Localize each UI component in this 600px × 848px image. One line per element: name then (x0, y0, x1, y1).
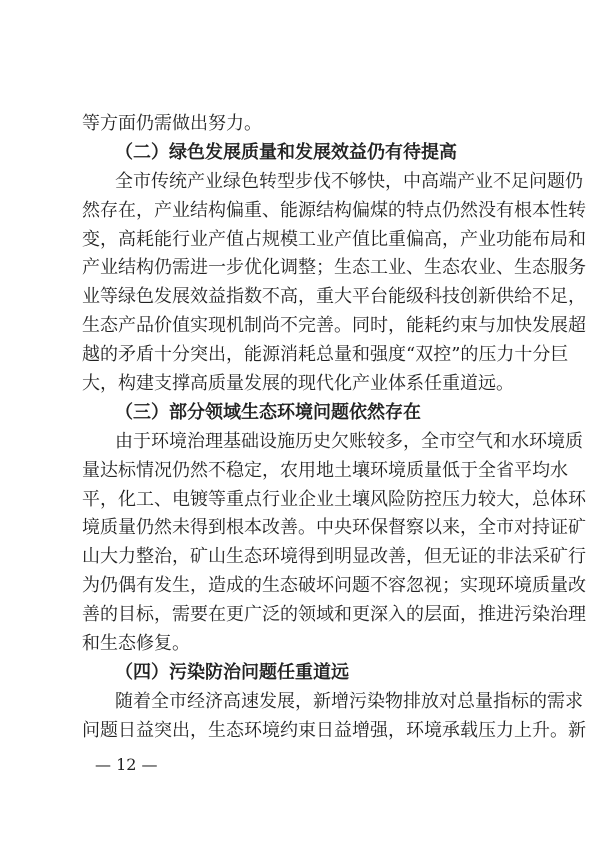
page-number: — 12 — (95, 755, 158, 774)
paragraph-line: 山大力整治，矿山生态环境得到明显改善，但无证的非法采矿行 (82, 546, 586, 568)
paragraph-line: 生态产品价值实现机制尚不完善。同时，能耗约束与加快发展超 (82, 315, 586, 337)
paragraph-line: 业等绿色发展效益指数不高，重大平台能级科技创新供给不足， (82, 286, 586, 308)
paragraph-line: 境质量仍然未得到根本改善。中央环保督察以来，全市对持证矿 (82, 517, 586, 539)
paragraph-line: 大，构建支撑高质量发展的现代化产业体系任重道远。 (82, 373, 514, 395)
paragraph-line: 善的目标，需要在更广泛的领域和更深入的层面，推进污染治理 (82, 604, 586, 626)
section-heading-3: （三）部分领域生态环境问题依然存在 (115, 401, 421, 423)
paragraph-line: 变，高耗能行业产值占规模工业产值比重偏高，产业功能布局和 (82, 228, 586, 250)
paragraph-line: 由于环境治理基础设施历史欠账较多，全市空气和水环境质 (115, 430, 583, 452)
paragraph-line: 为仍偶有发生，造成的生态破坏问题不容忽视；实现环境质量改 (82, 575, 586, 597)
paragraph-line: 全市传统产业绿色转型步伐不够快，中高端产业不足问题仍 (115, 170, 583, 192)
paragraph-line: 问题日益突出，生态环境约束日益增强，环境承载压力上升。新 (82, 719, 586, 741)
paragraph-line: 越的矛盾十分突出，能源消耗总量和强度“双控”的压力十分巨 (82, 344, 569, 366)
paragraph-line: 和生态修复。 (82, 633, 190, 655)
paragraph-line: 然存在，产业结构偏重、能源结构偏煤的特点仍然没有根本性转 (82, 199, 586, 221)
paragraph-line: 随着全市经济高速发展，新增污染物排放对总量指标的需求 (115, 690, 583, 712)
paragraph-line: 平，化工、电镀等重点行业企业土壤风险防控压力较大，总体环 (82, 488, 586, 510)
document-body (82, 110, 586, 746)
paragraph-line: 量达标情况仍然不稳定，农用地土壤环境质量低于全省平均水 (82, 459, 568, 481)
paragraph-line: 产业结构仍需进一步优化调整；生态工业、生态农业、生态服务 (82, 257, 586, 279)
section-heading-4: （四）污染防治问题任重道远 (115, 661, 349, 683)
section-heading-2: （二）绿色发展质量和发展效益仍有待提高 (115, 141, 457, 163)
paragraph-line: 等方面仍需做出努力。 (82, 113, 262, 134)
